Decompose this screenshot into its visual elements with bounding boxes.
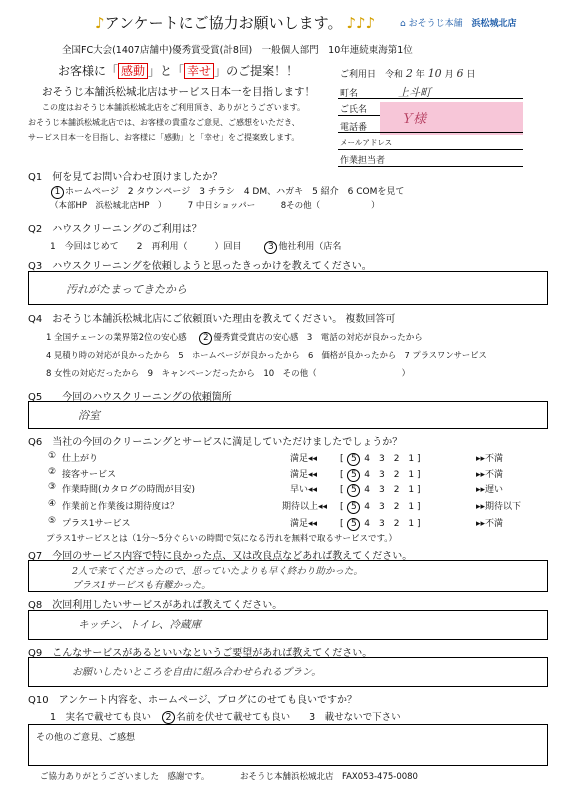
q6-left-label: 満足◂◂ [290, 454, 318, 464]
q6-right-label: ▸▸遅い [476, 485, 504, 495]
q5-title: Q5 今回のハウスクリーニングの依頼箇所 [28, 392, 232, 403]
q4-title: Q4 おそうじ本舗浜松城北店にご依頼頂いた理由を教えてください。 複数回答可 [28, 314, 396, 325]
q6-item-label: 作業前と作業後は期待度は？ [62, 502, 180, 512]
q6-item-num: ② [48, 467, 57, 477]
q6-item-num: ⑤ [48, 516, 57, 526]
q4-options-3: 8 女性の対応だったから 9 キャンペーンだったから 10 その他（ ） [46, 369, 411, 379]
q6-circled-score: 5 [347, 501, 360, 514]
q5-answer-box [28, 401, 548, 429]
q6-item-label: 作業時間(カタログの時間が目安) [62, 485, 196, 495]
q2-options: 1 今回はじめて 2 再利用（ ）回目 3 他社利用（店名 [50, 242, 342, 252]
q6-note: プラス1サービスとは（1分～5分ぐらいの時間で気になる汚れを無料で取るサービスです。） [46, 534, 398, 544]
q1-title: Q1 何を見てお問い合わせ頂けましたか？ [28, 172, 223, 183]
q7-answer-2: プラス1サービスも有難かった。 [72, 580, 211, 591]
q6-item-num: ④ [48, 499, 57, 509]
q7-answer-1: 2人で来てくださったので、思っていたよりも早く終わり助かった。 [72, 566, 363, 577]
q6-item-num: ③ [48, 482, 57, 492]
q9-answer: お願いしたいところを自由に組み合わせられるプラン。 [72, 667, 322, 678]
q6-left-label: 期待以上◂◂ [282, 502, 328, 512]
q6-right-label: ▸▸不満 [476, 454, 504, 464]
q6-item-label: 仕上がり [62, 454, 99, 464]
q6-left-label: 満足◂◂ [290, 519, 318, 529]
footer-thanks: ご協力ありがとうございました 感謝です。 [40, 772, 210, 782]
q1-options: 1 ホームページ 2 タウンページ 3 チラシ 4 DM、ハガキ 5 紹介 6 COMを見て [50, 184, 404, 199]
q6-item-label: 接客サービス [62, 470, 117, 480]
q6-right-label: ▸▸不満 [476, 470, 504, 480]
intro-1: この度はおそうじ本舗浜松城北店をご利用頂き、ありがとうございます。 [42, 103, 306, 112]
intro-2: おそうじ本舗浜松城北店では、お客様の貴重なご意見、ご感想をいただき、 [28, 118, 300, 127]
q6-circled-score: 5 [347, 469, 360, 482]
proposal-line: お客様に「 感動 」と「 幸せ 」のご提案！！ [58, 64, 299, 78]
award-line: 全国FC大会(1407店舗中)優秀賞受賞(計8回) 一般個人部門 10年連続東海第1位 [62, 45, 413, 56]
q3-title: Q3 ハウスクリーニングを依頼しようと思ったきっかけを教えてください。 [28, 261, 372, 272]
q4-options-2: 4 見積り時の対応が良かったから 5 ホームページが良かったから 6 価格が良かったから 7 プラスワンサービス [46, 350, 487, 360]
intro-3: サービス日本一を目指し、お客様に「感動」と「幸せ」をご提案致します。 [28, 133, 300, 142]
phone-value: Ｙ様 [400, 112, 427, 127]
q6-scale: [ 5 4 3 2 1 ] [340, 502, 421, 512]
q1-circled-option: 1 [51, 186, 64, 199]
house-icon: ⌂ [400, 19, 406, 29]
q6-scale: [ 5 4 3 2 1 ] [340, 454, 421, 464]
q6-title: Q6 当社の今回のクリーニングとサービスに満足していただけましたでしょうか？ [28, 437, 403, 448]
q6-circled-score: 5 [347, 484, 360, 497]
q7-title: Q7 今回のサービス内容で特に良かった点、又は改良点などあれば教えてください。 [28, 551, 413, 562]
q6-item-label: プラス1サービス [62, 519, 131, 529]
q6-scale: [ 5 4 3 2 1 ] [340, 485, 421, 495]
q6-circled-score: 5 [347, 453, 360, 466]
q8-answer: キッチン、トイレ、冷蔵庫 [78, 619, 202, 631]
q9-title: Q9 こんなサービスがあるといいなというご要望があれば教えてください。 [28, 648, 373, 659]
q4-options-1: 1 全国チェーンの業界第2位の安心感 2 優秀賞受賞店の安心感 3 電話の対応が良かったから [46, 333, 423, 343]
survey-title: ♪アンケートにご協力お願いします。 ♪♪♪ [95, 14, 376, 32]
q6-left-label: 満足◂◂ [290, 470, 318, 480]
q6-item-num: ① [48, 451, 57, 461]
goal-line: おそうじ本舗浜松城北店はサービス日本一を目指します！ [42, 86, 315, 98]
town-value: 上斗町 [398, 86, 431, 99]
q8-title: Q8 次回利用したいサービスがあれば教えてください。 [28, 600, 283, 611]
notes-icon: ♪♪♪ [346, 14, 376, 32]
q1-options-2: （本部HP 浜松城北店HP ） 7 中日ショッパー 8その他（ ） [50, 201, 380, 211]
town-label: 町名 [340, 89, 359, 99]
q4-circled-option: 2 [199, 332, 212, 345]
q2-circled-option: 3 [264, 241, 277, 254]
phone-label: 電話番 [340, 123, 368, 133]
q6-circled-score: 5 [347, 518, 360, 531]
footer-fax: おそうじ本舗浜松城北店 FAX053-475-0080 [240, 772, 418, 782]
name-label: ご氏名 [340, 105, 368, 115]
q10-title: Q10 アンケート内容を、ホームページ、ブログにのせても良いですか？ [28, 695, 357, 706]
q6-scale: [ 5 4 3 2 1 ] [340, 519, 421, 529]
comments-label: その他のご意見、ご感想 [36, 733, 136, 743]
q6-left-label: 早い◂◂ [290, 485, 318, 495]
q6-scale: [ 5 4 3 2 1 ] [340, 470, 421, 480]
q6-right-label: ▸▸不満 [476, 519, 504, 529]
q10-circled-option: 2 [162, 711, 175, 724]
q10-options: 1 実名で載せても良い 2 名前を伏せて載せても良い 3 載せないで下さい [50, 712, 401, 723]
q6-right-label: ▸▸期待以下 [476, 502, 522, 512]
q2-title: Q2 ハウスクリーニングのご利用は？ [28, 224, 202, 235]
note-icon: ♪ [95, 14, 105, 32]
brand-logo: ⌂ おそうじ本舗 浜松城北店 [400, 19, 517, 29]
staff-label: 作業担当者 [340, 156, 386, 166]
date-row: ご利用日 令和 2 年 10 月 6 日 [340, 67, 476, 80]
mail-label: メールアドレス [340, 138, 393, 147]
q3-answer: 汚れがたまってきたから [66, 283, 187, 296]
q5-answer: 浴室 [78, 409, 100, 422]
